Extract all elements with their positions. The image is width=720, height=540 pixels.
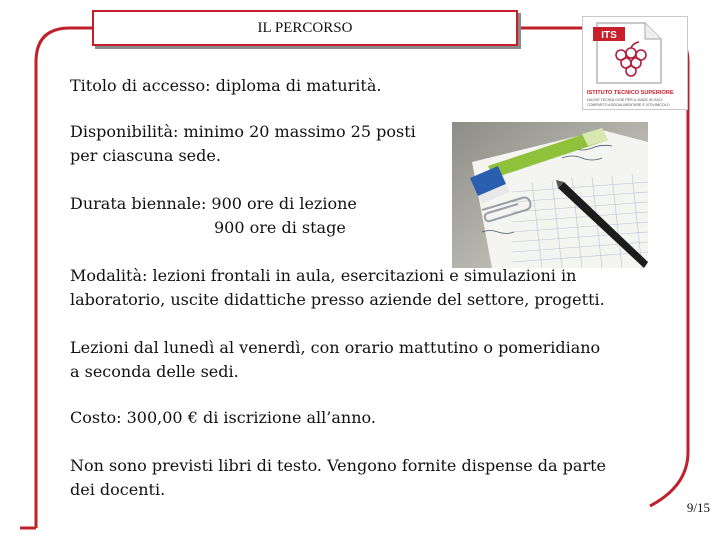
lezioni-line-1: Lezioni dal lunedì al venerdì, con orario mattutino o pomeridiano — [70, 338, 601, 357]
disponibilita-line-1: Disponibilità: minimo 20 massimo 25 posti — [70, 122, 416, 141]
its-logo — [582, 16, 688, 110]
its-name-text: ISTITUTO TECNICO SUPERIORE — [587, 90, 674, 96]
accesso-text: Titolo di accesso: diploma di maturità. — [70, 76, 382, 95]
its-logo-graphic — [583, 17, 687, 109]
libri-line-1: Non sono previsti libri di testo. Vengono fornite dispense da parte — [70, 456, 606, 475]
slide-title — [92, 10, 518, 46]
costo-text: Costo: 300,00 € di iscrizione all’anno. — [70, 408, 376, 427]
lezioni-line-2: a seconda delle sedi. — [70, 362, 239, 381]
modalita-line-1: Modalità: lezioni frontali in aula, esercitazioni e simulazioni in — [70, 266, 577, 285]
libri-line-2: dei docenti. — [70, 480, 166, 499]
its-subtitle-line-1: NUOVE TECNOLOGIE PER IL MADE IN ITALY — [587, 98, 663, 102]
page-number: 9/15 — [686, 500, 710, 515]
its-subtitle-line-2: COMPARTO AGROALIMENTARE E VITIVINICOLO — [587, 103, 670, 107]
durata-line-1: Durata biennale: 900 ore di lezione — [70, 194, 357, 213]
durata-line-2: 900 ore di stage — [214, 218, 346, 237]
disponibilita-line-2: per ciascuna sede. — [70, 146, 221, 165]
desk-notebook-pen-photo — [452, 122, 648, 268]
its-badge-text: ITS — [601, 30, 617, 41]
slide-title-text: IL PERCORSO — [257, 19, 353, 36]
modalita-line-2: laboratorio, uscite didattiche presso aziende del settore, progetti. — [70, 290, 605, 309]
